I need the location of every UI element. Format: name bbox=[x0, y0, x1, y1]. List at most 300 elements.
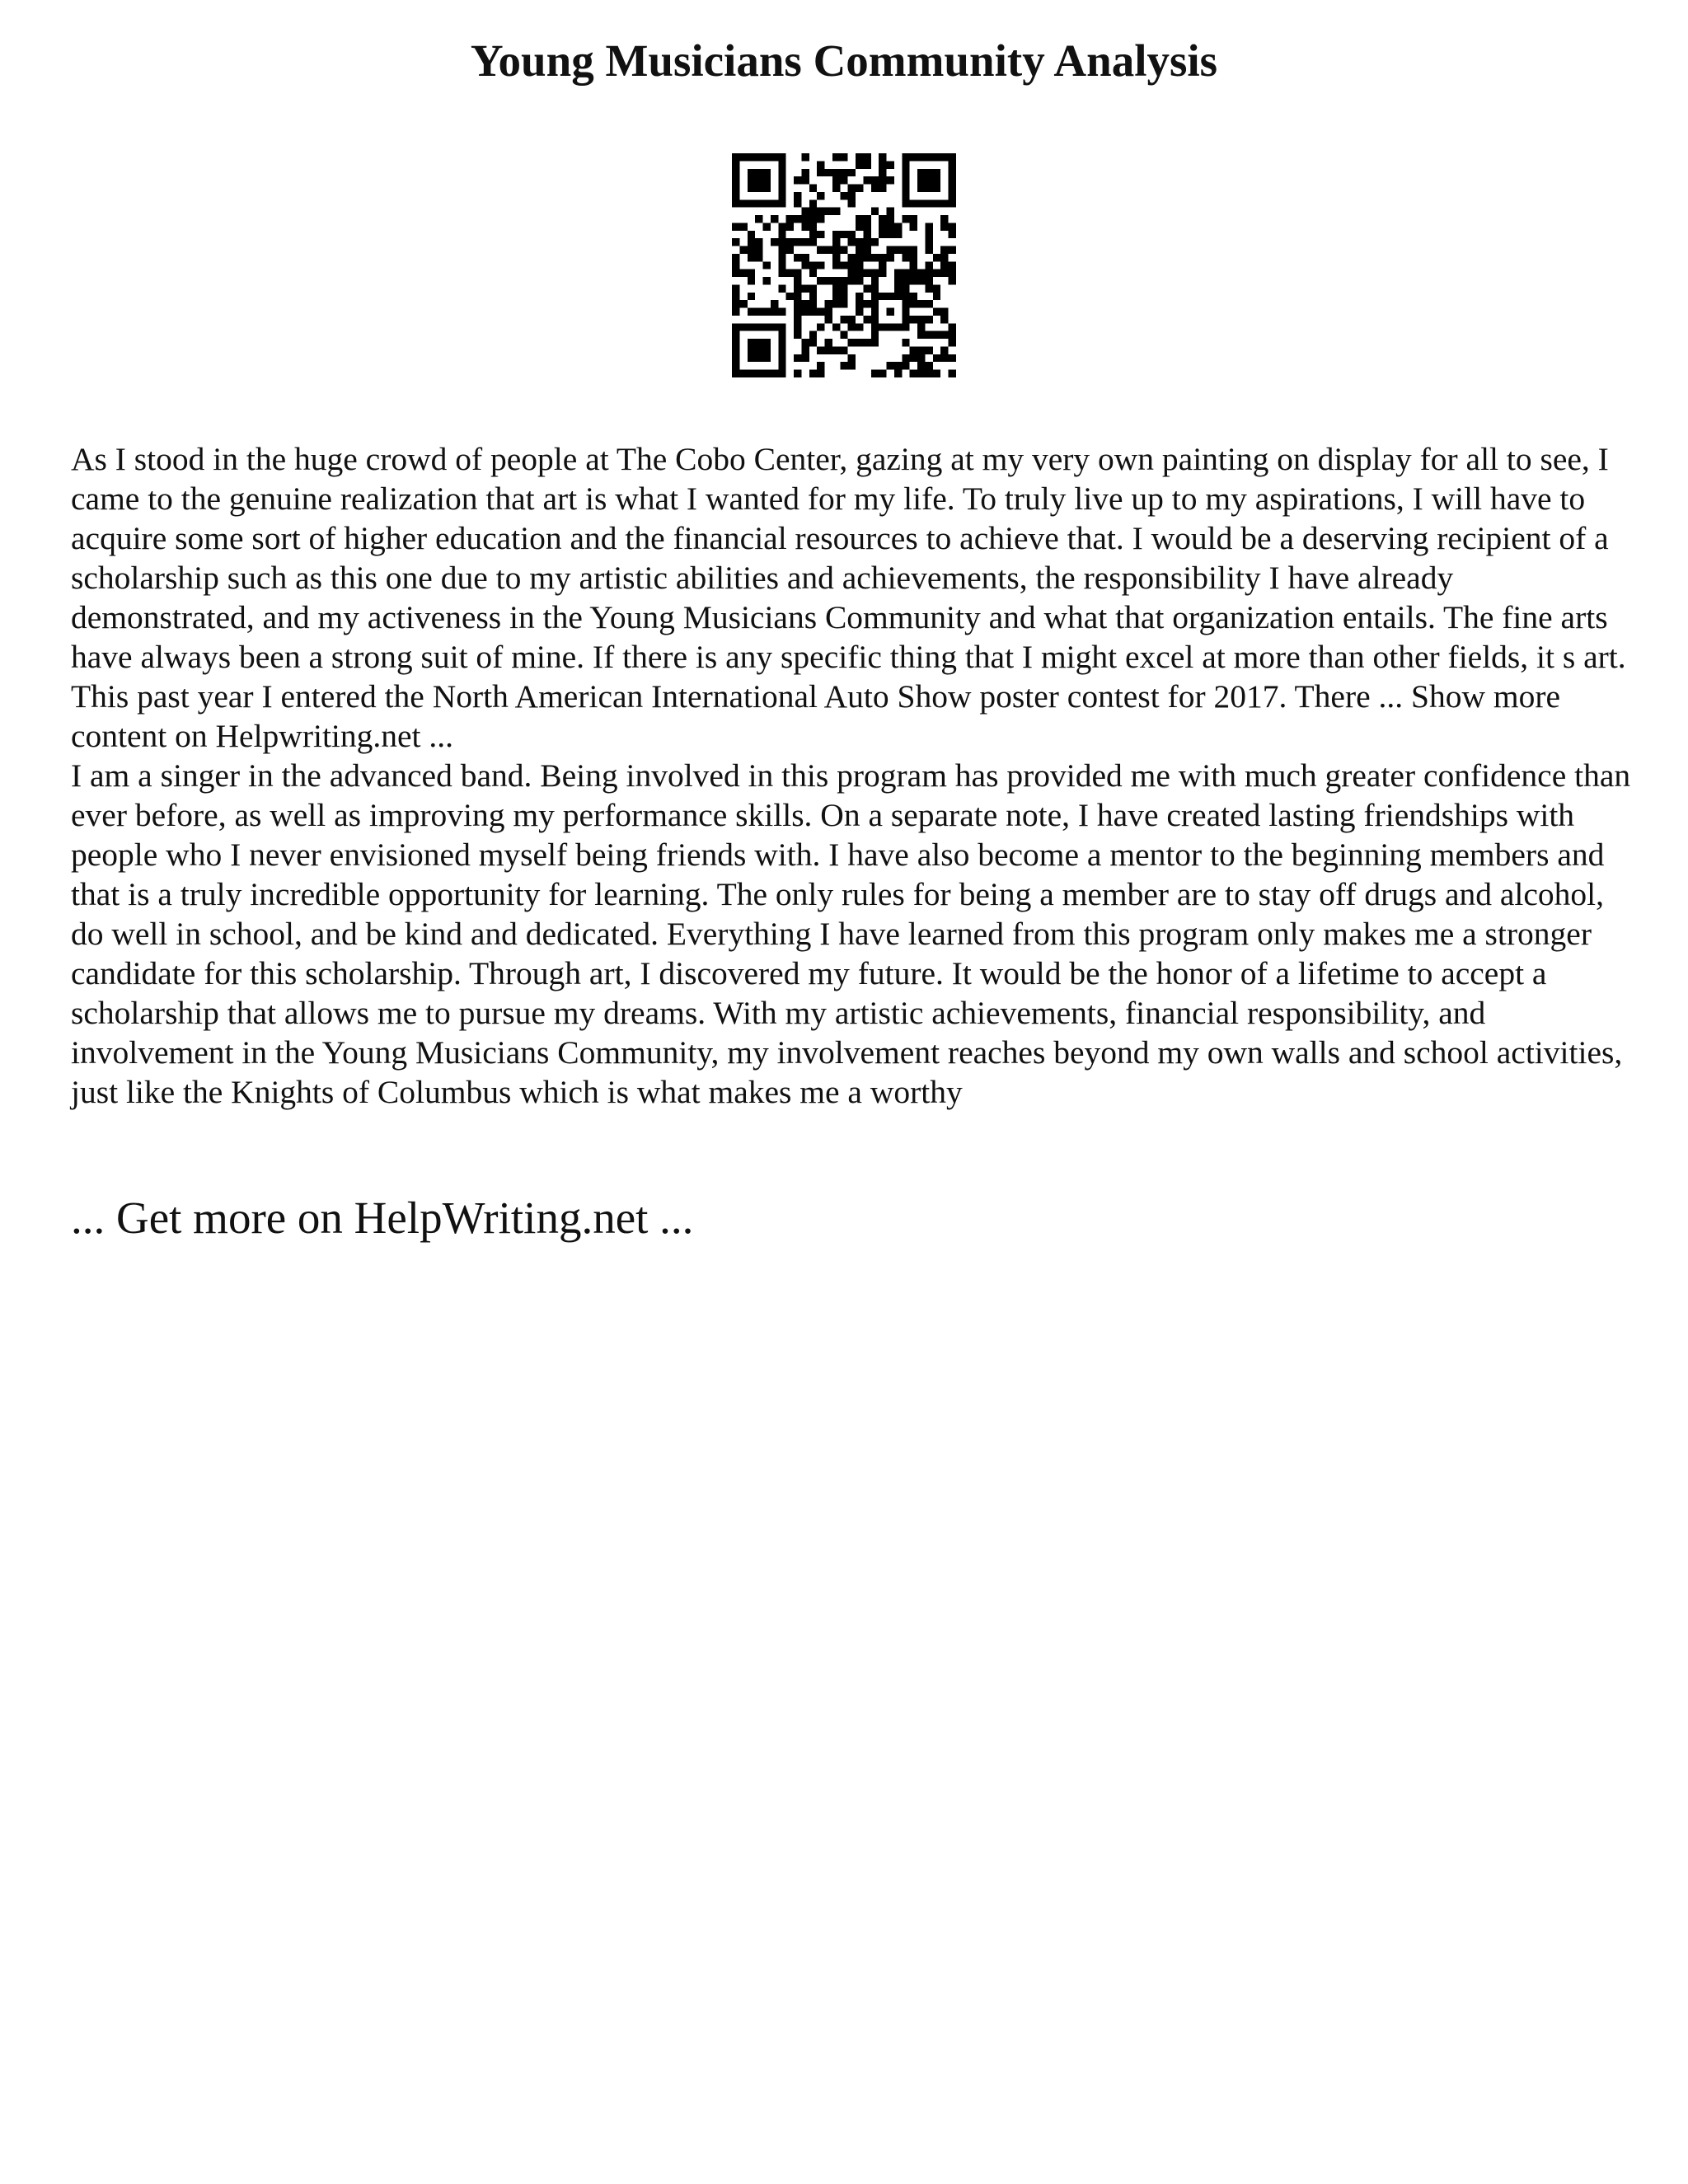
qr-module bbox=[863, 269, 870, 277]
qr-module bbox=[732, 293, 739, 300]
qr-module bbox=[778, 284, 785, 292]
qr-module bbox=[902, 354, 909, 362]
qr-module bbox=[786, 293, 794, 300]
qr-module bbox=[848, 323, 856, 330]
qr-module bbox=[817, 246, 824, 254]
qr-module bbox=[887, 215, 894, 223]
qr-module bbox=[732, 261, 739, 269]
qr-module bbox=[940, 199, 948, 207]
qr-module bbox=[801, 300, 809, 307]
qr-module bbox=[933, 199, 940, 207]
qr-module bbox=[848, 238, 856, 246]
qr-module bbox=[794, 308, 801, 316]
qr-module bbox=[949, 223, 956, 230]
qr-module bbox=[809, 269, 817, 277]
qr-module bbox=[739, 300, 747, 307]
qr-module bbox=[940, 346, 948, 354]
qr-module bbox=[763, 223, 771, 230]
qr-module bbox=[949, 176, 956, 184]
qr-module bbox=[856, 339, 863, 346]
qr-module bbox=[840, 176, 847, 184]
qr-module bbox=[933, 308, 940, 316]
qr-module bbox=[755, 246, 762, 254]
qr-module bbox=[879, 254, 886, 261]
qr-module bbox=[809, 261, 817, 269]
qr-module bbox=[902, 176, 909, 184]
qr-module bbox=[840, 331, 847, 339]
qr-module bbox=[863, 316, 870, 323]
qr-module bbox=[879, 323, 886, 330]
qr-module bbox=[778, 185, 785, 192]
qr-module bbox=[910, 254, 917, 261]
qr-module bbox=[925, 199, 932, 207]
qr-module bbox=[778, 161, 785, 168]
qr-module bbox=[825, 339, 832, 346]
qr-module bbox=[879, 185, 886, 192]
qr-module bbox=[794, 277, 801, 284]
qr-module bbox=[949, 354, 956, 362]
qr-module bbox=[879, 370, 886, 377]
qr-module bbox=[910, 354, 917, 362]
qr-module bbox=[848, 316, 856, 323]
qr-module bbox=[887, 223, 894, 230]
qr-module bbox=[879, 176, 886, 184]
qr-module bbox=[917, 354, 925, 362]
qr-module bbox=[879, 161, 886, 168]
qr-module bbox=[771, 323, 778, 330]
qr-module bbox=[856, 277, 863, 284]
qr-module bbox=[817, 323, 824, 330]
qr-module bbox=[925, 316, 932, 323]
qr-module bbox=[801, 153, 809, 161]
qr-module bbox=[825, 277, 832, 284]
qr-module bbox=[863, 254, 870, 261]
qr-module bbox=[933, 169, 940, 176]
qr-module bbox=[940, 354, 948, 362]
paragraph-1: As I stood in the huge crowd of people at The Cobo Center, gazing at my very own painting on display for all to see, I came to the genuine realization that art is what I wanted for my life. To truly live up to my aspirations, I will have to acquire some sort of higher education and the financial resources to achieve that. I would be a deserving recipient of a scholarship such as this one due to my artistic abilities and achievements, the responsibility I have already demonstrated, and my activeness in the Young Musicians Community and what that organization entails. The fine arts have always been a strong suit of mine. If there is any specific thing that I might excel at more than other fields, it s art. This past year I entered the North American International Auto Show poster contest for 2017. There ... Show more content on Helpwriting.net ... bbox=[71, 441, 1626, 754]
qr-code-icon[interactable] bbox=[732, 153, 956, 377]
qr-module bbox=[763, 308, 771, 316]
qr-module bbox=[879, 169, 886, 176]
qr-module bbox=[902, 161, 909, 168]
qr-module bbox=[917, 323, 925, 330]
qr-module bbox=[763, 277, 771, 284]
qr-module bbox=[863, 284, 870, 292]
qr-module bbox=[739, 323, 747, 330]
qr-module bbox=[933, 153, 940, 161]
qr-module bbox=[871, 339, 879, 346]
qr-module bbox=[871, 284, 879, 292]
qr-module bbox=[917, 277, 925, 284]
qr-module bbox=[748, 269, 755, 277]
qr-module bbox=[801, 261, 809, 269]
qr-module bbox=[879, 215, 886, 223]
qr-module bbox=[887, 308, 894, 316]
qr-module bbox=[902, 169, 909, 176]
qr-module bbox=[871, 316, 879, 323]
qr-module bbox=[949, 169, 956, 176]
document-title: Young Musicians Community Analysis bbox=[470, 35, 1218, 86]
qr-module bbox=[809, 284, 817, 292]
qr-module bbox=[732, 238, 739, 246]
qr-module bbox=[925, 346, 932, 354]
qr-module bbox=[940, 215, 948, 223]
qr-module bbox=[778, 331, 785, 339]
qr-module bbox=[801, 223, 809, 230]
qr-module bbox=[856, 215, 863, 223]
qr-module bbox=[856, 308, 863, 316]
qr-module bbox=[832, 293, 840, 300]
qr-module bbox=[763, 199, 771, 207]
qr-module bbox=[902, 153, 909, 161]
qr-module bbox=[825, 246, 832, 254]
qr-module bbox=[778, 323, 785, 330]
qr-module bbox=[732, 284, 739, 292]
qr-module bbox=[949, 331, 956, 339]
qr-module bbox=[848, 354, 856, 362]
qr-module bbox=[832, 176, 840, 184]
qr-module bbox=[894, 223, 902, 230]
qr-module bbox=[817, 192, 824, 199]
qr-module bbox=[809, 208, 817, 215]
qr-module bbox=[801, 346, 809, 354]
qr-module bbox=[917, 176, 925, 184]
qr-module bbox=[832, 277, 840, 284]
qr-module bbox=[732, 370, 739, 377]
qr-module bbox=[755, 354, 762, 362]
qr-module bbox=[879, 293, 886, 300]
qr-module bbox=[748, 293, 755, 300]
qr-module bbox=[887, 231, 894, 238]
qr-module bbox=[825, 308, 832, 316]
qr-module bbox=[856, 254, 863, 261]
qr-module bbox=[917, 300, 925, 307]
qr-module bbox=[863, 300, 870, 307]
qr-module bbox=[801, 284, 809, 292]
qr-module bbox=[786, 269, 794, 277]
qr-module bbox=[825, 169, 832, 176]
qr-module bbox=[817, 208, 824, 215]
qr-module bbox=[748, 231, 755, 238]
qr-module bbox=[732, 362, 739, 369]
qr-module bbox=[933, 254, 940, 261]
qr-module bbox=[871, 370, 879, 377]
qr-module bbox=[832, 238, 840, 246]
qr-module bbox=[871, 176, 879, 184]
qr-module bbox=[949, 269, 956, 277]
qr-module bbox=[832, 300, 840, 307]
qr-module bbox=[887, 323, 894, 330]
qr-module bbox=[902, 284, 909, 292]
qr-module bbox=[925, 185, 932, 192]
qr-module bbox=[809, 331, 817, 339]
qr-module bbox=[949, 161, 956, 168]
qr-module bbox=[949, 199, 956, 207]
qr-module bbox=[848, 362, 856, 369]
qr-module bbox=[871, 323, 879, 330]
qr-module bbox=[794, 370, 801, 377]
qr-module bbox=[871, 238, 879, 246]
qr-module bbox=[771, 238, 778, 246]
qr-module bbox=[887, 246, 894, 254]
qr-module bbox=[748, 169, 755, 176]
qr-module bbox=[801, 339, 809, 346]
qr-module bbox=[817, 161, 824, 168]
qr-module bbox=[794, 254, 801, 261]
qr-module bbox=[778, 346, 785, 354]
qr-module bbox=[917, 199, 925, 207]
qr-module bbox=[894, 269, 902, 277]
qr-module bbox=[925, 231, 932, 238]
qr-module bbox=[910, 300, 917, 307]
qr-module bbox=[840, 153, 847, 161]
qr-module bbox=[809, 308, 817, 316]
qr-module bbox=[902, 339, 909, 346]
qr-module bbox=[840, 316, 847, 323]
qr-module bbox=[887, 176, 894, 184]
qr-module bbox=[848, 254, 856, 261]
qr-module bbox=[902, 316, 909, 323]
qr-module bbox=[794, 354, 801, 362]
qr-module bbox=[940, 316, 948, 323]
qr-module bbox=[887, 161, 894, 168]
qr-module bbox=[786, 246, 794, 254]
qr-module bbox=[832, 346, 840, 354]
qr-module bbox=[856, 300, 863, 307]
qr-module bbox=[902, 269, 909, 277]
qr-module bbox=[840, 293, 847, 300]
qr-module bbox=[732, 323, 739, 330]
qr-module bbox=[732, 331, 739, 339]
qr-module bbox=[925, 153, 932, 161]
qr-module bbox=[925, 277, 932, 284]
qr-module bbox=[863, 238, 870, 246]
qr-module bbox=[840, 362, 847, 369]
qr-module bbox=[910, 261, 917, 269]
qr-module bbox=[755, 308, 762, 316]
qr-module bbox=[917, 331, 925, 339]
qr-module bbox=[856, 246, 863, 254]
qr-module bbox=[856, 161, 863, 168]
qr-module bbox=[794, 331, 801, 339]
qr-module bbox=[879, 223, 886, 230]
qr-module bbox=[925, 169, 932, 176]
qr-module bbox=[732, 192, 739, 199]
qr-module bbox=[910, 277, 917, 284]
qr-module bbox=[863, 339, 870, 346]
qr-module bbox=[778, 308, 785, 316]
qr-module bbox=[840, 284, 847, 292]
qr-module bbox=[840, 346, 847, 354]
qr-module bbox=[848, 277, 856, 284]
qr-module bbox=[933, 370, 940, 377]
qr-module bbox=[771, 308, 778, 316]
qr-module bbox=[755, 169, 762, 176]
qr-module bbox=[794, 215, 801, 223]
qr-module bbox=[817, 169, 824, 176]
qr-module bbox=[763, 346, 771, 354]
qr-module bbox=[739, 370, 747, 377]
qr-module bbox=[755, 176, 762, 184]
qr-module bbox=[748, 254, 755, 261]
qr-module bbox=[832, 231, 840, 238]
qr-module bbox=[778, 223, 785, 230]
qr-module bbox=[817, 215, 824, 223]
qr-module bbox=[817, 362, 824, 369]
qr-module bbox=[794, 269, 801, 277]
qr-module bbox=[902, 300, 909, 307]
qr-module bbox=[794, 316, 801, 323]
qr-module bbox=[949, 261, 956, 269]
qr-module bbox=[817, 277, 824, 284]
qr-module bbox=[863, 153, 870, 161]
qr-module bbox=[755, 185, 762, 192]
qr-module bbox=[925, 269, 932, 277]
qr-module bbox=[949, 277, 956, 284]
qr-module bbox=[902, 185, 909, 192]
qr-module bbox=[809, 231, 817, 238]
qr-module bbox=[917, 316, 925, 323]
qr-module bbox=[778, 176, 785, 184]
qr-module bbox=[863, 161, 870, 168]
qr-module bbox=[732, 269, 739, 277]
qr-module bbox=[840, 277, 847, 284]
qr-module bbox=[732, 223, 739, 230]
qr-module bbox=[894, 362, 902, 369]
qr-module bbox=[940, 246, 948, 254]
qr-module bbox=[763, 354, 771, 362]
qr-module bbox=[902, 246, 909, 254]
qr-module bbox=[949, 339, 956, 346]
qr-module bbox=[840, 246, 847, 254]
qr-module bbox=[949, 323, 956, 330]
qr-module bbox=[794, 199, 801, 207]
qr-module bbox=[940, 223, 948, 230]
qr-module bbox=[801, 176, 809, 184]
qr-module bbox=[933, 331, 940, 339]
qr-module bbox=[863, 176, 870, 184]
qr-module bbox=[801, 308, 809, 316]
qr-module bbox=[801, 254, 809, 261]
qr-module bbox=[879, 153, 886, 161]
qr-module bbox=[778, 199, 785, 207]
qr-module bbox=[763, 153, 771, 161]
qr-module bbox=[856, 223, 863, 230]
qr-module bbox=[817, 261, 824, 269]
qr-module bbox=[902, 215, 909, 223]
qr-module bbox=[871, 185, 879, 192]
qr-module bbox=[755, 254, 762, 261]
qr-module bbox=[894, 284, 902, 292]
qr-module bbox=[856, 153, 863, 161]
qr-module bbox=[894, 246, 902, 254]
qr-module bbox=[871, 308, 879, 316]
qr-module bbox=[732, 153, 739, 161]
qr-module bbox=[933, 176, 940, 184]
qr-module bbox=[832, 323, 840, 330]
qr-module bbox=[832, 254, 840, 261]
qr-module bbox=[778, 269, 785, 277]
qr-module bbox=[887, 254, 894, 261]
qr-module bbox=[786, 215, 794, 223]
qr-module bbox=[840, 192, 847, 199]
qr-module bbox=[871, 208, 879, 215]
qr-module bbox=[778, 231, 785, 238]
qr-module bbox=[925, 300, 932, 307]
qr-module bbox=[933, 284, 940, 292]
qr-module bbox=[902, 192, 909, 199]
qr-module bbox=[763, 185, 771, 192]
qr-module bbox=[925, 246, 932, 254]
qr-module bbox=[801, 208, 809, 215]
qr-module bbox=[917, 346, 925, 354]
qr-module bbox=[755, 339, 762, 346]
qr-module bbox=[748, 246, 755, 254]
qr-module bbox=[825, 300, 832, 307]
qr-module bbox=[748, 176, 755, 184]
get-more-link[interactable]: ... Get more on HelpWriting.net ... bbox=[71, 1193, 694, 1243]
qr-module bbox=[910, 246, 917, 254]
qr-module bbox=[817, 346, 824, 354]
qr-module bbox=[933, 185, 940, 192]
qr-module bbox=[763, 370, 771, 377]
qr-module bbox=[748, 346, 755, 354]
qr-module bbox=[739, 199, 747, 207]
qr-module bbox=[925, 370, 932, 377]
qr-module bbox=[732, 308, 739, 316]
qr-module bbox=[910, 269, 917, 277]
qr-module bbox=[771, 370, 778, 377]
qr-module bbox=[825, 208, 832, 215]
qr-module bbox=[879, 231, 886, 238]
qr-module bbox=[917, 169, 925, 176]
qr-module bbox=[940, 153, 948, 161]
qr-module bbox=[887, 293, 894, 300]
qr-module bbox=[848, 261, 856, 269]
qr-module bbox=[902, 308, 909, 316]
qr-module bbox=[778, 362, 785, 369]
qr-module bbox=[879, 269, 886, 277]
qr-module bbox=[840, 169, 847, 176]
qr-module bbox=[739, 269, 747, 277]
qr-module bbox=[748, 199, 755, 207]
qr-module bbox=[778, 354, 785, 362]
qr-module bbox=[755, 215, 762, 223]
qr-module bbox=[871, 269, 879, 277]
qr-module bbox=[801, 238, 809, 246]
qr-module bbox=[755, 370, 762, 377]
qr-module bbox=[925, 176, 932, 184]
qr-module bbox=[832, 185, 840, 192]
qr-module bbox=[763, 176, 771, 184]
qr-module bbox=[917, 370, 925, 377]
qr-module bbox=[894, 293, 902, 300]
qr-module bbox=[748, 339, 755, 346]
document-body bbox=[71, 439, 1637, 1112]
qr-module bbox=[925, 238, 932, 246]
qr-module bbox=[940, 254, 948, 261]
qr-module bbox=[856, 269, 863, 277]
qr-module bbox=[863, 223, 870, 230]
qr-module bbox=[832, 153, 840, 161]
qr-module bbox=[949, 153, 956, 161]
qr-module bbox=[917, 362, 925, 369]
qr-module bbox=[894, 323, 902, 330]
qr-module bbox=[933, 293, 940, 300]
qr-module bbox=[732, 346, 739, 354]
qr-module bbox=[809, 199, 817, 207]
qr-module bbox=[879, 261, 886, 269]
